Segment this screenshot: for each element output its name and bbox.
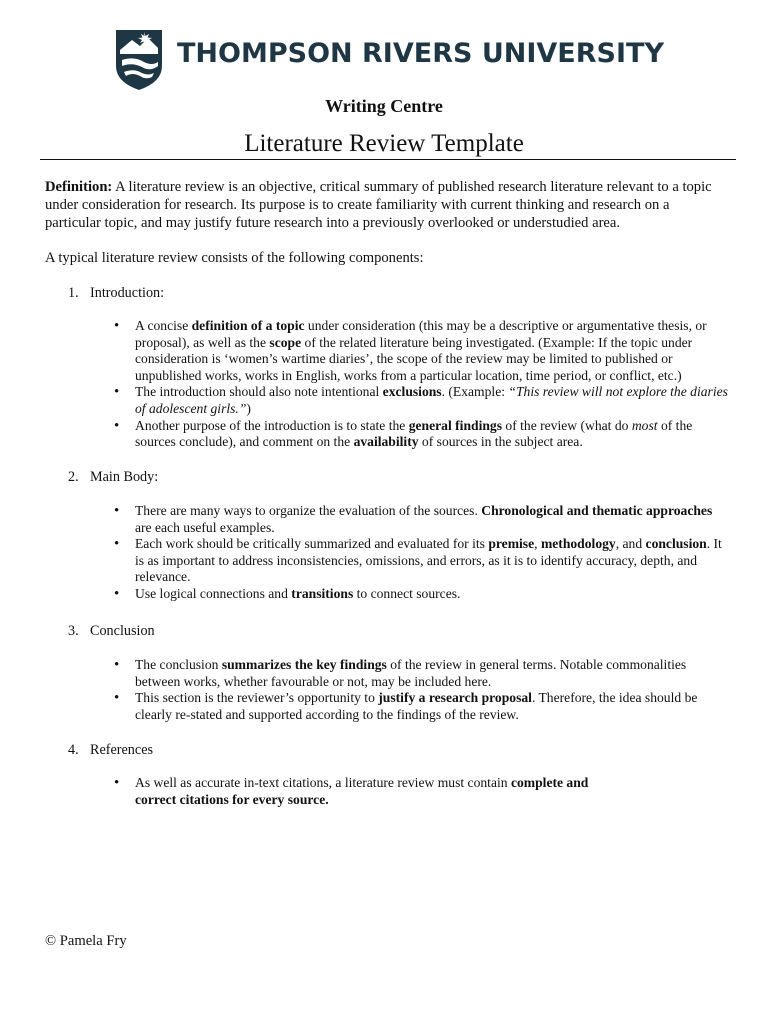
bullet-text: under consideration (this may be a descriptive or argumentative thesis, or proposal), as well as the bbox=[135, 318, 707, 350]
title-divider bbox=[40, 159, 736, 160]
bullet-bold: definition of a topic bbox=[191, 318, 305, 333]
bullet-text: , bbox=[534, 536, 541, 552]
section-number: 2. bbox=[68, 469, 79, 485]
bullet-bold: transitions bbox=[291, 585, 354, 601]
bullet-bold: premise bbox=[488, 536, 535, 552]
bullet-text: There are many ways to organize the evaluation of the sources. bbox=[135, 503, 482, 518]
section-number: 1. bbox=[68, 285, 79, 301]
references-bullet-list bbox=[114, 775, 614, 808]
definition-text: A literature review is an objective, critical summary of published research literature relevant to a topic under consideration for research. Its purpose is to create familiarity with current thinking and research on a particular topic, and may justify future research into a previously overlooked or understudied area. bbox=[45, 179, 712, 231]
bullet-text: The introduction should also note intentional bbox=[135, 384, 383, 400]
bullet-text: As well as accurate in-text citations, a literature review must contain bbox=[135, 775, 511, 790]
section-references-heading bbox=[68, 742, 153, 759]
bullet-text: The conclusion bbox=[135, 657, 222, 672]
list-item bbox=[114, 775, 614, 808]
section-title: References bbox=[90, 742, 154, 758]
list-item bbox=[114, 657, 729, 690]
bullet-text: . It is as important to address inconsistencies, omissions, and errors, as it is to identify accuracy, depth, and relevance. bbox=[135, 536, 722, 585]
list-item bbox=[114, 690, 729, 723]
bullet-text: of the sources conclude), and comment on the bbox=[135, 417, 693, 450]
bullet-bold: exclusions bbox=[382, 384, 442, 400]
bullet-bold: scope bbox=[269, 334, 302, 350]
section-title: Main Body: bbox=[90, 469, 159, 485]
bullet-bold: general findings bbox=[408, 417, 502, 433]
bullet-bold: complete and correct citations for every source. bbox=[135, 775, 589, 807]
conclusion-bullet-list bbox=[114, 657, 729, 723]
main-body-bullet-list bbox=[114, 503, 729, 603]
author-name: Pamela Fry bbox=[59, 933, 127, 949]
section-conclusion-heading bbox=[68, 623, 155, 640]
bullet-text: , and bbox=[615, 536, 646, 552]
section-introduction-heading bbox=[68, 285, 164, 302]
footer-copyright bbox=[45, 933, 127, 950]
university-name: THOMPSON RIVERS UNIVERSITY bbox=[177, 38, 664, 69]
bullet-text: Use logical connections and bbox=[135, 585, 292, 601]
introduction-bullet-list bbox=[114, 318, 729, 451]
bullet-text: of sources in the subject area. bbox=[418, 434, 583, 450]
list-item bbox=[114, 536, 729, 586]
section-number: 4. bbox=[68, 742, 79, 758]
bullet-bold: summarizes the key findings bbox=[221, 657, 387, 672]
definition-label: Definition: bbox=[45, 179, 113, 195]
bullet-text: Each work should be critically summarized and evaluated for its bbox=[135, 536, 489, 552]
bullet-text: . Therefore, the idea should be clearly re-stated and supported according to the findings of the review. bbox=[135, 690, 698, 722]
bullet-text: A concise bbox=[135, 318, 192, 333]
thompson-rivers-university-logo-icon bbox=[114, 26, 164, 91]
bullet-text: ) bbox=[246, 400, 251, 416]
section-title: Introduction: bbox=[90, 285, 165, 301]
page-title: Literature Review Template bbox=[244, 130, 524, 157]
list-item bbox=[114, 586, 729, 603]
bullet-text: of the review in general terms. Notable commonalities between works, whether favourable or not, may be included here. bbox=[135, 657, 687, 689]
bullet-bold: methodology bbox=[540, 536, 616, 552]
bullet-bold: availability bbox=[353, 434, 419, 450]
bullet-text: are each useful examples. bbox=[135, 519, 275, 535]
bullet-bold: justify a research proposal bbox=[378, 690, 532, 706]
bullet-italic: most bbox=[631, 417, 658, 433]
bullet-text: to connect sources. bbox=[353, 585, 461, 601]
bullet-text: . (Example: bbox=[441, 384, 509, 400]
bullet-text: Another purpose of the introduction is to state the bbox=[135, 417, 409, 433]
list-item bbox=[114, 384, 729, 417]
list-item bbox=[114, 503, 729, 536]
list-item bbox=[114, 418, 729, 451]
definition-paragraph bbox=[45, 178, 725, 232]
bullet-bold: Chronological and thematic approaches bbox=[481, 503, 713, 518]
bullet-bold: conclusion bbox=[645, 536, 707, 552]
section-number: 3. bbox=[68, 623, 79, 639]
bullet-italic-example: “This review will not explore the diaries of adolescent girls.” bbox=[135, 384, 728, 416]
bullet-text: This section is the reviewer’s opportunity to bbox=[135, 690, 379, 706]
section-title: Conclusion bbox=[90, 623, 155, 639]
writing-centre-heading: Writing Centre bbox=[325, 96, 443, 116]
copyright-icon: © bbox=[45, 933, 57, 949]
section-main-body-heading bbox=[68, 469, 158, 486]
bullet-text: of the related literature being investigated. (Example: If the topic under consideration is ‘women’s wartime diaries’, the scope of the review may be limited to published or unpublished works, works in English, works from a particular location, time period, or conflict, etc.) bbox=[135, 334, 693, 383]
bullet-text: of the review (what do bbox=[502, 417, 632, 433]
components-intro: A typical literature review consists of the following components: bbox=[45, 250, 424, 266]
list-item bbox=[114, 318, 729, 384]
